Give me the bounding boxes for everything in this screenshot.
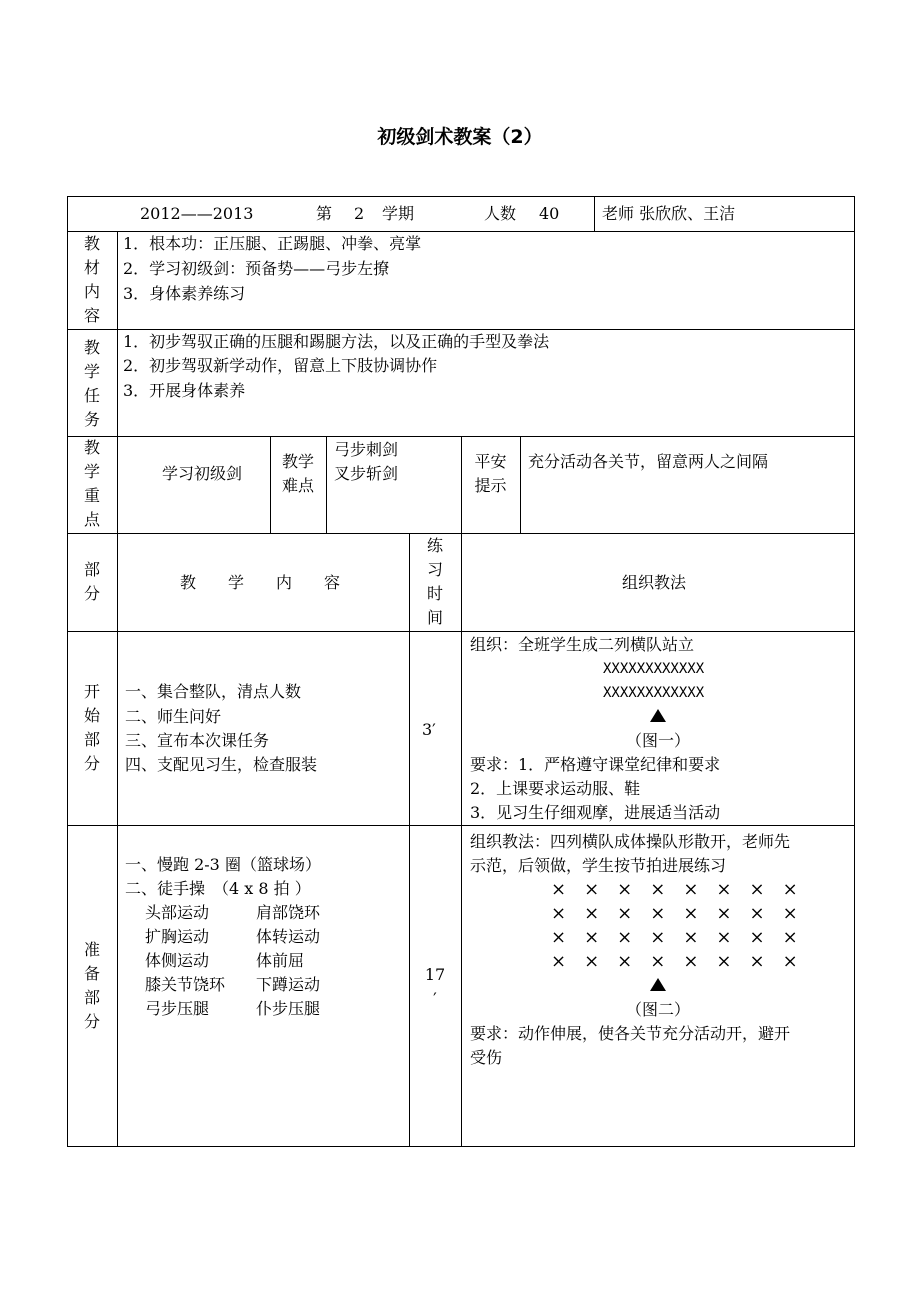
material-item: 1．根本功：正压腿、正踢腿、冲拳、亮掌: [123, 234, 422, 253]
requirement-line: 2．上课要求运动服、鞋: [470, 779, 641, 798]
exercise-item: 膝关节饶环: [145, 975, 226, 994]
exercise-item: 体侧运动: [145, 951, 210, 970]
exercise-item: 弓步压腿: [145, 999, 210, 1018]
requirement-line: 要求：动作伸展，使各关节充分活动开，避开: [470, 1024, 791, 1043]
student-count-label: 人数: [484, 204, 517, 223]
term-prefix: 第: [316, 204, 333, 223]
practice-time: 3′: [422, 720, 436, 739]
formation-row: × × × × × × × ×: [551, 951, 798, 972]
task-item: 1．初步驾驭正确的压腿和踢腿方法，以及正确的手型及拳法: [123, 332, 550, 351]
material-item: 2．学习初级剑：预备势——弓步左撩: [123, 259, 390, 278]
figure-caption: （图一）: [626, 731, 691, 750]
teacher-triangle-icon: [650, 978, 666, 991]
requirement-line: 要求：1．严格遵守课堂纪律和要求: [470, 755, 721, 774]
formation-row: × × × × × × × ×: [551, 927, 798, 948]
exercise-item: 头部运动: [145, 903, 210, 922]
section-label: 开 始 部 分: [83, 682, 100, 773]
formation-row: × × × × × × × ×: [551, 879, 798, 900]
section-label: 准 备 部 分: [83, 940, 100, 1031]
content-column-header: 教 学 内 容: [180, 573, 341, 592]
term-number: 2: [354, 204, 365, 223]
student-count-value: 40: [539, 204, 560, 223]
list-item: 一、集合整队，清点人数: [125, 682, 302, 701]
exercise-item: 体转运动: [256, 927, 321, 946]
list-item: 一、慢跑 2-3 圈（篮球场）: [125, 855, 321, 874]
material-label: 教 材 内 容: [83, 234, 100, 325]
task-item: 3．开展身体素养: [123, 381, 246, 400]
formation-row: XXXXXXXXXXXX: [603, 685, 705, 701]
exercise-item: 扩胸运动: [145, 927, 210, 946]
focus-label: 教 学 重 点: [83, 438, 100, 529]
safety-label: 平安 提示: [474, 452, 507, 495]
exercise-item: 下蹲运动: [256, 975, 321, 994]
exercise-item: 肩部饶环: [256, 903, 321, 922]
term-suffix: 学期: [382, 204, 415, 223]
list-item: 三、宣布本次课任务: [125, 731, 270, 750]
tasks-label: 教 学 任 务: [83, 338, 100, 429]
figure-caption: （图二）: [626, 1000, 691, 1019]
method-column-header: 组织教法: [622, 573, 687, 592]
exercise-item: 仆步压腿: [256, 999, 321, 1018]
list-item: 二、师生问好: [125, 707, 222, 726]
formation-row: × × × × × × × ×: [551, 903, 798, 924]
safety-tip: 充分活动各关节，留意两人之间隔: [528, 452, 769, 471]
time-column-header: 练 习 时 间: [426, 536, 443, 627]
difficulty-label: 教学 难点: [281, 452, 314, 495]
part-column-header: 部 分: [83, 560, 100, 603]
difficulty-item: 叉步斩剑: [334, 464, 399, 483]
teacher-names: 老师 张欣欣、王洁: [602, 204, 736, 223]
school-year: 2012——2013: [140, 204, 254, 223]
formation-row: XXXXXXXXXXXX: [603, 661, 705, 677]
task-item: 2．初步驾驭新学动作，留意上下肢协调协作: [123, 356, 438, 375]
difficulty-item: 弓步刺剑: [334, 440, 399, 459]
method-intro: 组织教法：四列横队成体操队形散开，老师先: [470, 832, 791, 851]
list-item: 四、支配见习生，检查服装: [125, 755, 318, 774]
focus-value: 学习初级剑: [162, 464, 243, 483]
page-title: 初级剑术教案（2）: [377, 126, 543, 148]
practice-time: 17 ′: [424, 965, 446, 1008]
list-item: 二、徒手操 （4 x 8 拍 ）: [125, 879, 311, 898]
teacher-triangle-icon: [650, 709, 666, 722]
method-intro: 组织：全班学生成二列横队站立: [470, 635, 695, 654]
method-intro: 示范，后领做，学生按节拍进展练习: [470, 856, 727, 875]
exercise-item: 体前屈: [256, 951, 305, 970]
requirement-line: 3．见习生仔细观摩，进展适当活动: [470, 803, 721, 822]
requirement-line: 受伤: [470, 1048, 503, 1067]
material-item: 3．身体素养练习: [123, 284, 246, 303]
